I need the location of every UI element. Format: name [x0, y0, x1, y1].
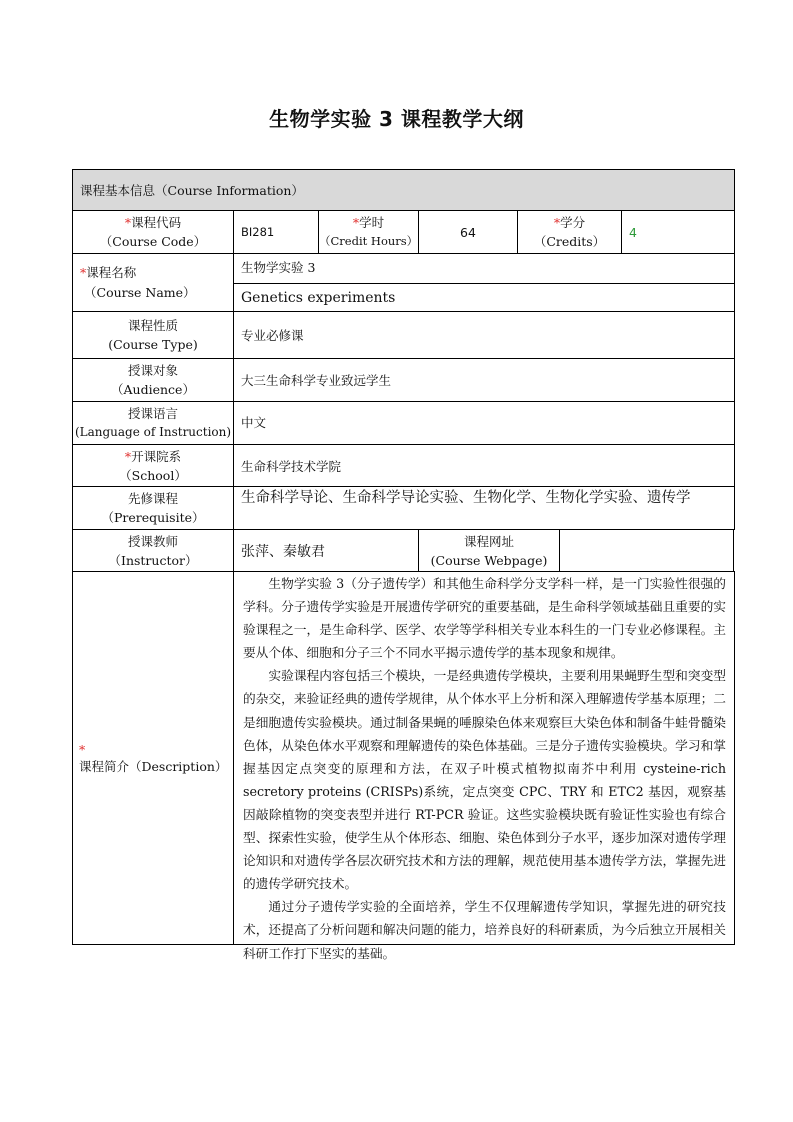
- course-name-cn-value: 生物学实验 3: [241, 260, 316, 275]
- credit-hours-value: 64: [460, 224, 476, 240]
- course-name-en-cell: [233, 283, 735, 312]
- prerequisite-value: 生命科学导论、生命科学导论实验、生物化学、生物化学实验、遗传学: [241, 490, 691, 506]
- credits-label-en: （Credits）: [533, 234, 606, 249]
- school-label: 开课院系: [131, 448, 182, 464]
- credits-label-cell: *学分 （Credits）: [517, 210, 622, 254]
- course-type-label-cell: [72, 311, 234, 359]
- description-paragraph-1: 生物学实验 3（分子遗传学）和其他生命科学分支学科一样，是一门实验性很强的学科。分子遗传学实验是开展遗传学研究的重要基础，是生命科学领域基础且重要的实验课程之一，是生命科学、医学、农学等学科相关专业本科生的一门专业必修课程。主要从个体、细胞和分子三个不同水平揭示遗传学的基本现象和规律。: [243, 576, 726, 661]
- school-value: 生命科学技术学院: [241, 458, 342, 474]
- webpage-label-en: (Course Webpage): [430, 552, 548, 568]
- course-type-value: 专业必修课: [241, 328, 304, 343]
- instructor-label-cell: [72, 529, 234, 572]
- school-value-cell: [233, 444, 735, 487]
- course-type-value-cell: [233, 311, 735, 359]
- description-label-cell: *课程简介（Description）: [72, 571, 234, 945]
- page-title: 生物学实验 3 课程教学大纲: [269, 107, 524, 131]
- course-type-label: 课程性质: [127, 318, 178, 333]
- prerequisite-value-cell: [233, 486, 735, 530]
- language-label: 授课语言: [127, 406, 178, 421]
- course-name-label: 课程名称: [86, 265, 137, 280]
- course-name-en-value: Genetics experiments: [241, 289, 396, 306]
- course-code-label-en: （Course Code）: [99, 234, 207, 249]
- description-label: 课程简介（Description）: [79, 758, 228, 774]
- language-label-en: (Language of Instruction): [74, 425, 232, 439]
- language-value-cell: [233, 401, 735, 445]
- section-header: [72, 169, 735, 211]
- school-label-cell: *开课院系 （School）: [72, 444, 234, 487]
- credits-value: 4: [629, 224, 637, 240]
- audience-label: 授课对象: [127, 363, 178, 378]
- credits-label: 学分: [560, 215, 586, 230]
- description-paragraph-2: 实验课程内容包括三个模块，一是经典遗传学模块，主要利用果蝇野生型和突变型的杂交，来验证经典的遗传学规律，从个体水平上分析和深入理解遗传学基本原理；二是细胞遗传实验模块。通过制备果蝇的唾腺染色体来观察巨大染色体和制备牛蛙骨髓染色体，从染色体水平观察和理解遗传的染色体基础。三是分子遗传实验模块。学习和掌握基因定点突变的原理和方法，在双子叶模式植物拟南芥中利用 cysteine-rich secretory proteins (CRISPs)系统，定点突变 CPC、TRY 和 ETC2 基因，观察基因敲除植物的突变表型并进行 RT-PCR 验证。这些实验模块既有验证性实验也有综合型、探索性实验，使学生从个体形态、细胞、染色体到分子水平，逐步加深对遗传学理论知识和对遗传学各层次研究技术和方法的理解，规范使用基本遗传学方法，掌握先进的遗传学研究技术。: [243, 668, 726, 892]
- prerequisite-label-en: （Prerequisite）: [101, 510, 205, 525]
- course-type-label-en: (Course Type): [108, 337, 198, 352]
- course-name-label-en: （Course Name）: [84, 285, 196, 300]
- description-paragraph-3: 通过分子遗传学实验的全面培养，学生不仅理解遗传学知识，掌握先进的研究技术，还提高了分析问题和解决问题的能力，培养良好的科研素质，为今后独立开展相关科研工作打下坚实的基础。: [243, 899, 726, 961]
- course-name-cn-cell: [233, 253, 735, 284]
- webpage-label-cell: [418, 529, 560, 572]
- credit-hours-label: 学时: [359, 215, 385, 230]
- credit-hours-label-en: （Credit Hours）: [319, 234, 419, 248]
- credit-hours-label-cell: *学时 （Credit Hours）: [318, 210, 419, 254]
- instructor-label-en: （Instructor）: [108, 552, 198, 568]
- audience-value-cell: [233, 358, 735, 402]
- course-code-value-cell: [233, 210, 319, 254]
- description-cell: [233, 571, 735, 961]
- course-name-label-cell: *课程名称 （Course Name）: [72, 253, 234, 312]
- course-code-label-cell: *课程代码 （Course Code）: [72, 210, 234, 254]
- language-label-cell: [72, 401, 234, 445]
- instructor-label: 授课教师: [127, 533, 178, 549]
- instructor-value-cell: [233, 529, 419, 572]
- audience-label-en: （Audience）: [111, 382, 195, 397]
- course-code-label: 课程代码: [131, 215, 182, 230]
- credit-hours-value-cell: [418, 210, 518, 254]
- course-code-value: BI281: [241, 225, 275, 239]
- section-header-label: 课程基本信息（Course Information）: [80, 183, 304, 198]
- instructor-value: 张萍、秦敏君: [241, 543, 325, 560]
- school-label-en: （School）: [119, 467, 187, 483]
- audience-value: 大三生命科学专业致远学生: [241, 373, 392, 388]
- webpage-value-cell: [559, 529, 734, 572]
- webpage-label: 课程网址: [463, 533, 514, 549]
- audience-label-cell: [72, 358, 234, 402]
- credits-value-cell: [621, 210, 735, 254]
- language-value: 中文: [241, 415, 267, 430]
- prerequisite-label-cell: [72, 486, 234, 530]
- prerequisite-label: 先修课程: [127, 491, 178, 506]
